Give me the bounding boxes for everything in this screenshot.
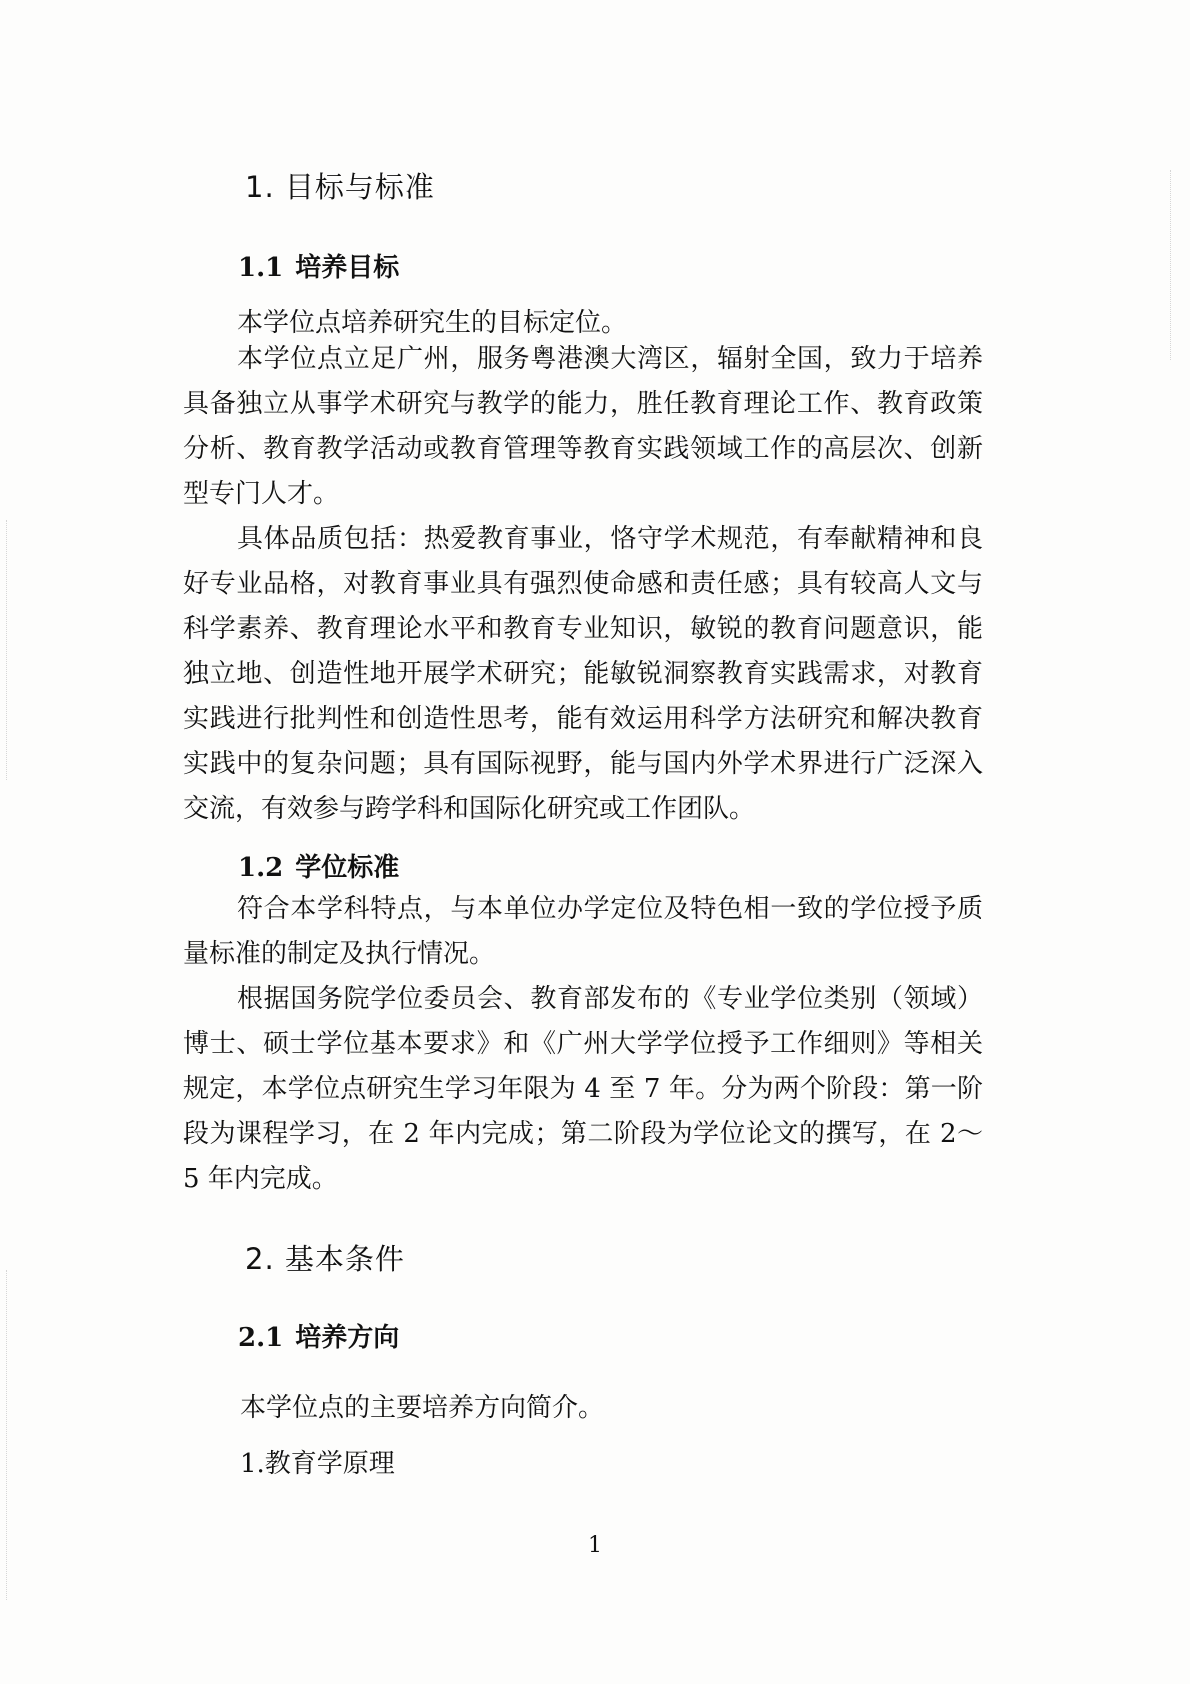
subsection-title: 学位标准 (295, 853, 400, 883)
paragraph: 符合本学科特点，与本单位办学定位及特色相一致的学位授予质量标准的制定及执行情况。 (183, 894, 983, 969)
subsection-number: 1.2 (238, 853, 284, 883)
section-1-heading: 1. 目标与标准 (245, 170, 435, 204)
paragraph: 本学位点的主要培养方向简介。 (240, 1393, 605, 1423)
section-2-heading: 2. 基本条件 (245, 1242, 405, 1276)
list-item: 1.教育学原理 (240, 1449, 395, 1479)
subsection-title: 培养方向 (295, 1323, 400, 1353)
paragraph: 本学位点立足广州，服务粤港澳大湾区，辐射全国，致力于培养具备独立从事学术研究与教学的能力，胜任教育理论工作、教育政策分析、教育教学活动或教育管理等教育实践领域工作的高层次、创新型专门人才。 (183, 344, 983, 509)
subsection-number: 1.1 (238, 253, 284, 283)
subsection-1-2-heading (238, 847, 399, 884)
scan-artifact (6, 520, 8, 780)
subsection-title: 培养目标 (295, 253, 400, 283)
subsection-2-1-heading (238, 1317, 399, 1354)
paragraph: 具体品质包括：热爱教育事业，恪守学术规范，有奉献精神和良好专业品格，对教育事业具有强烈使命感和责任感；具有较高人文与科学素养、教育理论水平和教育专业知识，敏锐的教育问题意识，能独立地、创造性地开展学术研究；能敏锐洞察教育实践需求，对教育实践进行批判性和创造性思考，能有效运用科学方法研究和解决教育实践中的复杂问题；具有国际视野，能与国内外学术界进行广泛深入交流，有效参与跨学科和国际化研究或工作团队。 (183, 524, 983, 824)
paragraph: 根据国务院学位委员会、教育部发布的《专业学位类别（领域）博士、硕士学位基本要求》和《广州大学学位授予工作细则》等相关规定，本学位点研究生学习年限为 4 至 7 年。分为两个阶段：第一阶段为课程学习，在 2 年内完成；第二阶段为学位论文的撰写，在 2～5 年内完成。 (183, 984, 983, 1194)
paragraph: 本学位点培养研究生的目标定位。 (237, 308, 628, 338)
page-number: 1 (588, 1533, 602, 1558)
scan-artifact (1170, 170, 1172, 360)
subsection-number: 2.1 (238, 1323, 284, 1353)
subsection-1-1-heading (238, 247, 399, 284)
